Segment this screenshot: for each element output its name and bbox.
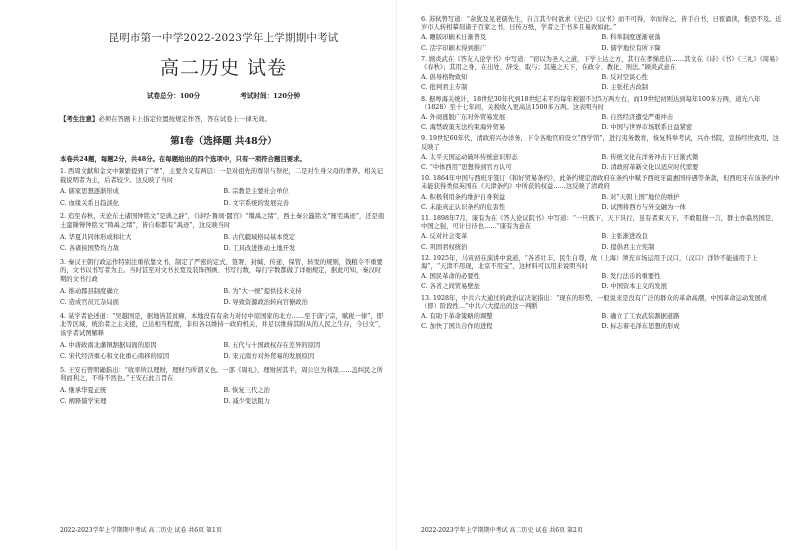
- question-options: [421, 34, 782, 52]
- question-item: [60, 259, 387, 308]
- option-item: A. 推动郡县制度确立: [60, 287, 119, 295]
- option-item: A. 雕版印刷术日渐普及: [421, 34, 487, 42]
- question-item: [60, 367, 387, 407]
- option-item: D. 宋元南方对外贸易的发展原因: [223, 353, 315, 361]
- question-stem: 3. 秦汉王朝行政运作特别注重依靠文书，制定了严密的定式、签署、封缄、传递、保管、转发的规则，钱粮令不重要的，文书以书写者为主。当时甚至对文书长宽及装饰图画、书写行数，每行字数都做了详细规定，据此可知，秦汉时期的文书行政: [60, 258, 383, 283]
- question-stem: 7. 顾炎武在《答友人论学书》中写道：“窃以为圣人之道，下学上达之方，其行在孝悌忠信……其文在《诗》《书》《三礼》《周易》《春秋》；其用之身，在出处、辞受、取与；其施之天下，在政令、教化、刑法。”顾炎武意在: [421, 55, 782, 72]
- question-options: [421, 74, 782, 92]
- option-item: A. 太平天国运动破坏传统意识形态: [421, 153, 518, 161]
- option-item: C. 阐释儒学宋理: [60, 398, 107, 406]
- question-stem: 5. 王安石曾明确指出：“收率所以理财，理财乃所谓义也。一部《周礼》，理财居其半，周公岂为利哉……盖纠民之所利而利之，不得不然也。”王安石此言旨在: [60, 366, 383, 383]
- question-list-left: [60, 168, 387, 407]
- option-item: B. 自然经济遭受严重冲击: [601, 114, 674, 122]
- question-options: [60, 234, 387, 254]
- option-item: B. 传统文化在洋务冲击下日渐式微: [601, 153, 699, 161]
- question-stem: 4. 某学者论述道：“吴越国是，据地皆甚贫瘠，本地没有有余力对付中原国家的北方……至于唐宁宗，赋税一律”，即北等区域，统治者之主支援，已达相当程度，非但各以维持一政府机关，并足以维持其附从的人民之生存，今日文”，该学者试图解释: [60, 312, 385, 337]
- question-list-right: [421, 16, 782, 332]
- option-item: D. 中国与世界市场联系日益紧密: [601, 124, 693, 132]
- option-item: C. 宋代经济重心和文化重心南移的原因: [60, 353, 170, 361]
- option-item: D. 导致资源政治转向官僚政治: [223, 299, 308, 307]
- option-item: A. 国民革命的必要性: [421, 273, 480, 281]
- option-item: C. 未能真正认识条约的危害性: [421, 203, 506, 211]
- option-item: D. 标志着毛泽东思想的形成: [601, 323, 680, 331]
- subject-title: 高二历史 试卷: [159, 57, 288, 79]
- option-item: B. 宗教是主要社会单位: [223, 188, 289, 196]
- question-options: [421, 114, 782, 132]
- option-item: A. 外商逃脱广东对外贸易发展: [421, 114, 506, 122]
- option-item: A. 反对社会变革: [421, 233, 468, 241]
- note-text: 必须在答题卡上指定位置按规定作答，答在试卷上一律无效。: [98, 115, 271, 123]
- option-item: D. 提倡君主立宪制: [601, 243, 655, 251]
- option-item: B. 确立了工农武装割据道路: [601, 313, 680, 321]
- page-footer-right: 2022-2023学年上学期期中考试 高二历史 试卷 共6页 第2页: [421, 527, 583, 534]
- question-options: [60, 387, 387, 407]
- question-stem: 11. 1898年7月，康有为在《答人论议院书》中写道：“一旦既下，天下具行，虽有者束天下，不敢阻挠一言，群士亦翕然国是，中国之强，可计日待也……”康有为意在: [421, 215, 778, 231]
- option-item: A. 有助于革命策略的调整: [421, 313, 493, 321]
- question-stem: 6. 苏轼曾写道：“余犹及见老儒先生，自言其少时欲求《史记》《汉书》而不可得，幸而得之，皆手自书，日夜诵读，惟恐不及。近岁市人转相摹刻诸子百家之书，日传万纸，学者之于书多且易致如此。”: [421, 16, 782, 32]
- option-item: C. 各省之间贸易壁垒: [421, 283, 480, 291]
- question-item: [421, 56, 782, 93]
- option-item: D. 儒学地位有所下降: [601, 44, 661, 52]
- option-item: A. 倡导格物致知: [421, 74, 468, 82]
- option-item: D. 中国资本主义的发展: [601, 283, 667, 291]
- option-item: C. 血缘关系日趋淡化: [60, 199, 119, 207]
- question-item: [421, 295, 782, 332]
- total-score: 试卷总分：100分: [146, 92, 201, 100]
- exam-time: 考试时间：120分钟: [240, 92, 301, 100]
- option-item: C. 造成官员冗杂局面: [60, 299, 119, 307]
- question-options: [60, 342, 387, 362]
- exam-page-2: [397, 0, 794, 550]
- option-item: C. 各诸侯国势均力敌: [60, 245, 119, 253]
- option-item: B. 五代与十国政权存在差异的原因: [223, 341, 321, 349]
- question-item: [60, 313, 387, 362]
- option-item: C. 加快了国共合作的进程: [421, 323, 493, 331]
- question-options: [60, 188, 387, 208]
- option-item: D. 文字系统的发展完善: [223, 199, 289, 207]
- question-item: [421, 16, 782, 53]
- question-stem: 12. 1925年，马寅初在演讲中说道，“各省壮丰，民生自尊，故（上海）须充市场运用于汉口，（汉口）洋钞不能通用于上海”，“天津不用现，北京不用宝”，这材料可以用来说明当时: [421, 254, 758, 271]
- question-stem: 13. 1928年，中共六大通过的政治议决案指出：“现在的形势，一般说来是没有广泛的群众的革命高潮，中国革命运动发展成（即）阶段性…”中共六大提出的这一判断: [421, 294, 768, 310]
- question-item: [421, 255, 782, 292]
- question-options: [60, 288, 387, 308]
- option-item: B. 古代疆域格局基本奠定: [223, 233, 296, 241]
- option-item: B. 发行法币的重要性: [601, 273, 661, 281]
- option-item: B. 为“大一统”提供技术支持: [223, 287, 302, 295]
- section-intro: 本卷共24题，每题2分，共48分。在每题给出的四个选项中，只有一项符合题目要求。: [60, 155, 306, 163]
- question-options: [421, 273, 782, 291]
- question-options: [421, 233, 782, 251]
- exam-meta: [60, 90, 387, 100]
- question-stem: 2. 追至春秋，无论东土诸国钟铭文“是典之辟”，《诗经·鲁颂·閟宫》“缵禹之绪”，西土秦公簋铭文“鼏宅禹迹”，还是南土蛮陲镈钟铭文“铸禹之绪”，皆自称都有“禹迹”，这反映当时: [60, 213, 385, 229]
- candidate-note: [60, 114, 387, 123]
- option-item: D. 工具改进推动土地开发: [223, 245, 296, 253]
- note-label: 【考生注意】: [60, 115, 99, 123]
- option-item: B. 对“天朝上国”地位的维护: [601, 193, 680, 201]
- option-item: A. 华夏共同体形成和壮大: [60, 233, 132, 241]
- option-item: C. 活字印刷术得到推广: [421, 44, 487, 52]
- question-options: [421, 154, 782, 172]
- option-item: A. 儒家思想逐渐形成: [60, 188, 119, 196]
- question-stem: 9. 19世纪60年代，清政府兴办洋务，下令各地官府设立“西学馆”，进行夷务教育，恢复科举考试，兴办书院，宣扬经世致用，这反映了: [421, 135, 779, 151]
- option-item: D. 减少变法阻力: [223, 398, 271, 406]
- question-options: [421, 194, 782, 212]
- question-stem: 10. 1864年中国与西班牙签订《和好贸易条约》，此条约规定清政府在条约中赋予西班牙最惠国待遇等条款，但西班牙在该条约中未能获得类似英国在《天津条约》中所获的权益……这反映了清政府: [421, 175, 780, 191]
- page-footer-left: 2022-2023学年上学期期中考试 高二历史 试卷 共6页 第1页: [60, 527, 222, 534]
- option-item: D. 主张托古改制: [601, 84, 649, 92]
- option-item: C. 批判君主专制: [421, 84, 468, 92]
- question-item: [60, 213, 387, 253]
- question-item: [421, 175, 782, 212]
- question-item: [421, 215, 782, 252]
- option-item: B. 科举制度逐渐衰落: [601, 34, 661, 42]
- option-item: A. 继承华夏正统: [60, 386, 107, 394]
- school-title: 昆明市第一中学2022-2023学年上学期期中考试: [108, 32, 339, 44]
- option-item: D. 试图将西方与外交融为一体: [601, 203, 686, 211]
- option-item: B. 恢复三代之治: [223, 386, 270, 394]
- question-item: [421, 96, 782, 133]
- option-item: B. 反对空谈心性: [601, 74, 648, 82]
- option-item: C. “中体西用”思想得到官方认可: [421, 164, 512, 172]
- option-item: C. 巩固君权统治: [421, 243, 468, 251]
- option-item: A. 积极利用条约维护自身利益: [421, 193, 506, 201]
- option-item: A. 中唐政南北藩镇割据局面的原因: [60, 341, 157, 349]
- question-stem: 8. 据粤海关统计，18世纪30年代到18世纪末平均每年税银不过5万两左右，而19世纪初则达到每年100多万两，道光八年（1828）至十七年间，关税收入更高达1500多万两。这表明当时: [421, 95, 761, 111]
- option-item: B. 主张渐进改良: [601, 233, 648, 241]
- question-item: [60, 168, 387, 208]
- option-item: C. 海禁政策无法约束海外贸易: [421, 124, 506, 132]
- question-item: [421, 135, 782, 172]
- question-options: [421, 313, 782, 331]
- option-item: D. 清政府革新文化以适应时代需要: [601, 164, 699, 172]
- question-stem: 1. 西周文献和金文中频繁提到了“孝”，主要含义有两层：一是对祖先的尊崇与祭祀，二是对生身父母的孝养。相关记载说明者为主，后者较少。这反映了当时: [60, 168, 383, 184]
- section-title: 第Ⅰ卷（选择题 共48分）: [170, 136, 277, 147]
